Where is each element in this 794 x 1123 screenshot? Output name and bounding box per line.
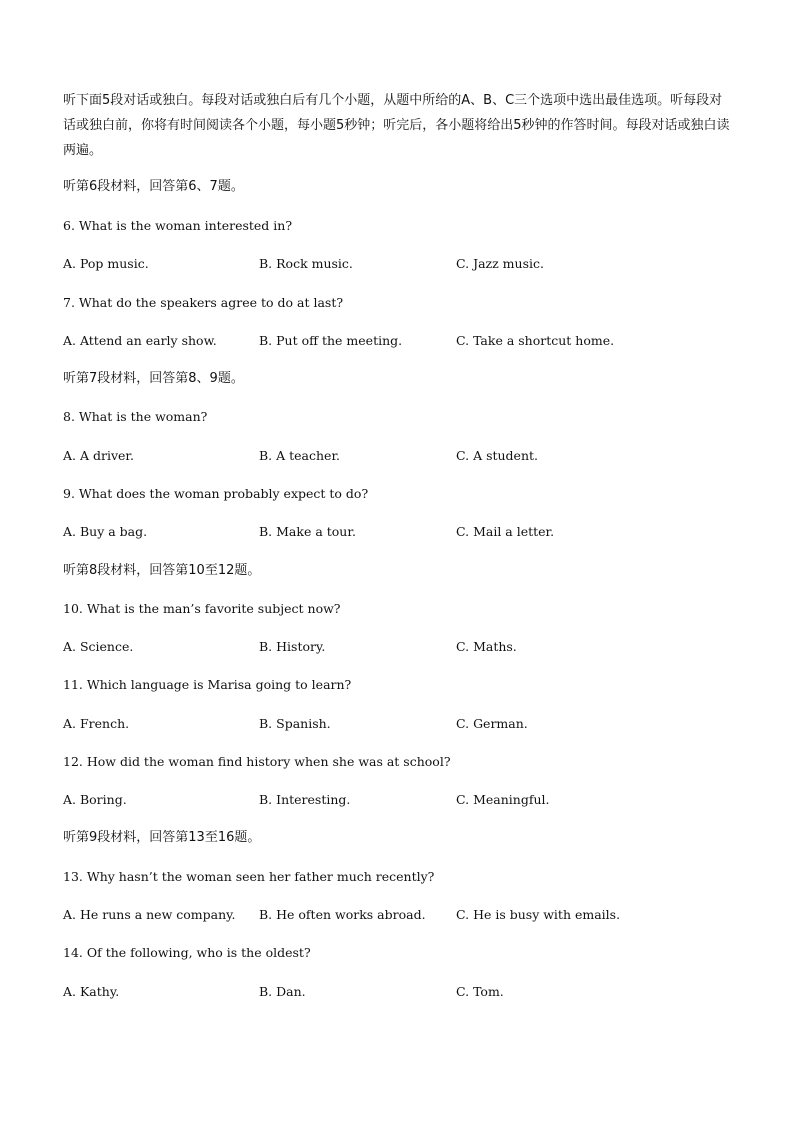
option-a: A. Boring. bbox=[63, 792, 127, 807]
options-11 bbox=[63, 714, 733, 734]
option-c: C. Mail a letter. bbox=[456, 524, 555, 539]
options-7 bbox=[63, 331, 733, 351]
options-8 bbox=[63, 446, 733, 466]
option-c: C. Meaningful. bbox=[456, 792, 550, 807]
page-content bbox=[63, 88, 733, 999]
options-13 bbox=[63, 905, 733, 925]
option-a: A. Attend an early show. bbox=[63, 333, 217, 348]
question-14: 14. Of the following, who is the oldest? bbox=[63, 945, 311, 960]
question-12: 12. How did the woman find history when she was at school? bbox=[63, 754, 451, 769]
option-a: A. Pop music. bbox=[63, 256, 149, 271]
section-heading-6: 听第6段材料，回答第6、7题。 bbox=[63, 179, 244, 194]
question-13: 13. Why hasn’t the woman seen her father much recently? bbox=[63, 869, 435, 884]
option-b: B. A teacher. bbox=[259, 448, 341, 463]
question-10: 10. What is the man’s favorite subject now? bbox=[63, 601, 341, 616]
option-c: C. He is busy with emails. bbox=[456, 907, 621, 922]
option-b: B. Spanish. bbox=[259, 716, 331, 731]
section-heading-7: 听第7段材料，回答第8、9题。 bbox=[63, 371, 244, 386]
options-10 bbox=[63, 637, 733, 657]
option-c: C. Tom. bbox=[456, 984, 504, 999]
option-b: B. Put off the meeting. bbox=[259, 333, 403, 348]
options-9 bbox=[63, 522, 733, 542]
option-b: B. Interesting. bbox=[259, 792, 351, 807]
question-9: 9. What does the woman probably expect to do? bbox=[63, 486, 369, 501]
question-6: 6. What is the woman interested in? bbox=[63, 218, 293, 233]
options-14 bbox=[63, 982, 733, 1002]
option-c: C. Take a shortcut home. bbox=[456, 333, 615, 348]
section-heading-8: 听第8段材料，回答第10至12题。 bbox=[63, 563, 261, 578]
options-12 bbox=[63, 790, 733, 810]
option-c: C. A student. bbox=[456, 448, 539, 463]
option-a: A. Kathy. bbox=[63, 984, 120, 999]
option-b: B. Rock music. bbox=[259, 256, 353, 271]
intro-instructions: 听下面5段对话或独白。每段对话或独白后有几个小题，从题中所给的A、B、C三个选项中选出最佳选项。听每段对话或独白前，你将有时间阅读各个小题，每小题5秒钟；听完后，各小题将给出5秒钟的作答时间。每段对话或独白读两遍。 bbox=[63, 93, 730, 158]
option-c: C. Maths. bbox=[456, 639, 517, 654]
question-11: 11. Which language is Marisa going to learn? bbox=[63, 677, 352, 692]
question-7: 7. What do the speakers agree to do at last? bbox=[63, 295, 344, 310]
option-b: B. History. bbox=[259, 639, 326, 654]
option-b: B. Make a tour. bbox=[259, 524, 356, 539]
question-8: 8. What is the woman? bbox=[63, 409, 208, 424]
option-a: A. Buy a bag. bbox=[63, 524, 148, 539]
option-a: A. Science. bbox=[63, 639, 134, 654]
option-c: C. German. bbox=[456, 716, 528, 731]
option-b: B. Dan. bbox=[259, 984, 306, 999]
option-a: A. He runs a new company. bbox=[63, 907, 236, 922]
option-c: C. Jazz music. bbox=[456, 256, 544, 271]
section-heading-9: 听第9段材料，回答第13至16题。 bbox=[63, 830, 261, 845]
option-b: B. He often works abroad. bbox=[259, 907, 426, 922]
option-a: A. French. bbox=[63, 716, 130, 731]
options-6 bbox=[63, 254, 733, 274]
option-a: A. A driver. bbox=[63, 448, 134, 463]
